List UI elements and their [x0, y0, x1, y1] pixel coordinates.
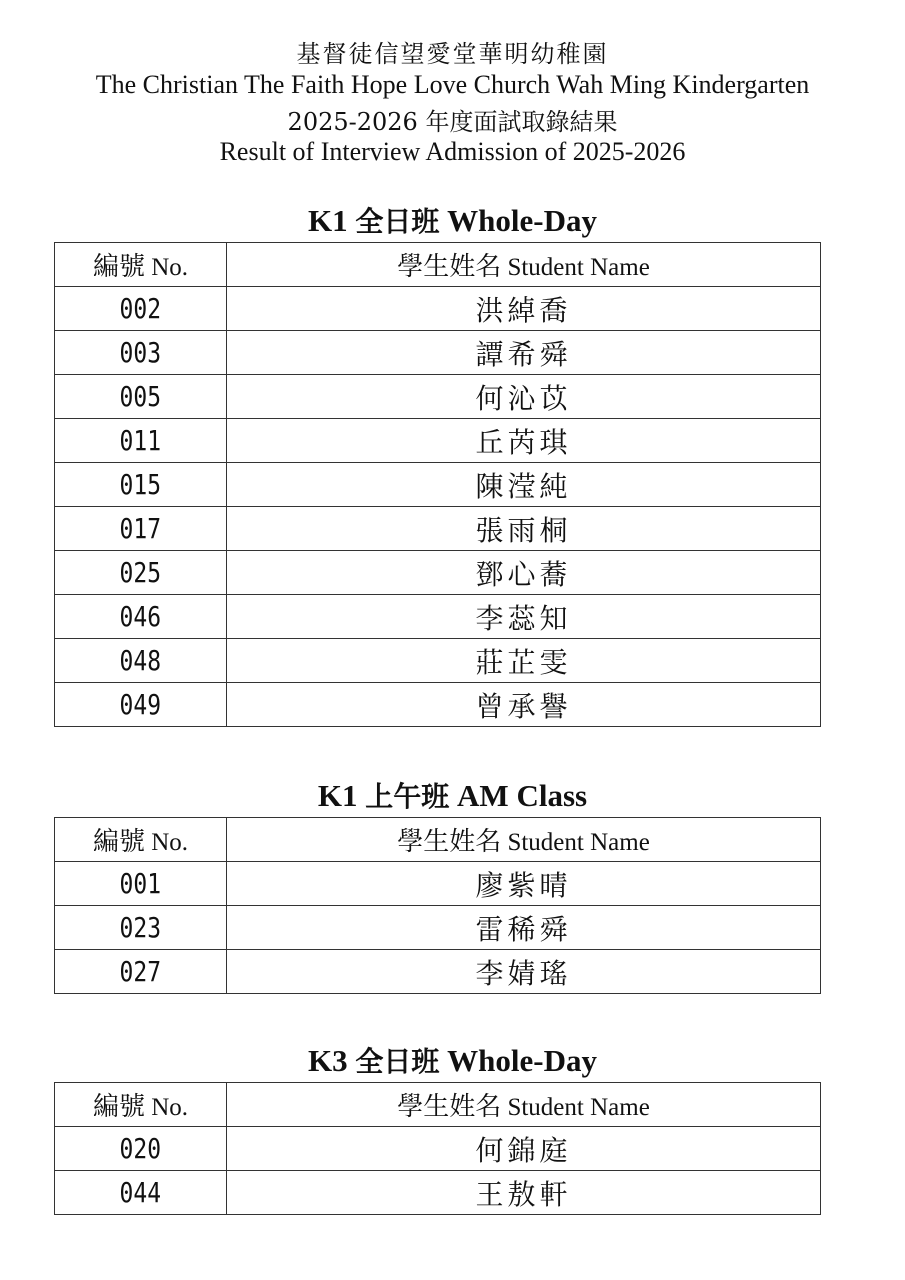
- section-title: [0, 200, 905, 240]
- column-header-no: [55, 1083, 227, 1127]
- table-row: [55, 331, 821, 375]
- student-name: 陳滢純: [475, 469, 572, 503]
- student-number: 017: [119, 512, 162, 545]
- table-row: [55, 595, 821, 639]
- table-row: [55, 463, 821, 507]
- table-row: [55, 1171, 821, 1215]
- student-number-cell: [55, 683, 227, 727]
- student-name-cell: [227, 595, 821, 639]
- section-title-code: K1: [308, 203, 348, 238]
- student-number-cell: [55, 551, 227, 595]
- student-number: 020: [119, 1132, 162, 1165]
- student-number-cell: [55, 950, 227, 994]
- section-title: [0, 1040, 905, 1080]
- table-row: [55, 906, 821, 950]
- table-header-row: [55, 243, 821, 287]
- student-name-cell: [227, 862, 821, 906]
- student-name: 雷稀舜: [475, 912, 572, 946]
- student-number-cell: [55, 639, 227, 683]
- student-number-cell: [55, 906, 227, 950]
- column-header-name-en: Student Name: [507, 1094, 650, 1121]
- student-number-cell: [55, 862, 227, 906]
- student-number: 027: [119, 955, 162, 988]
- student-name: 譚希舜: [475, 337, 572, 371]
- section-title-en: AM Class: [457, 778, 588, 813]
- table-header-row: [55, 1083, 821, 1127]
- section-title-code: K1: [317, 778, 358, 813]
- section-title-code: K3: [308, 1043, 348, 1078]
- student-name-cell: [227, 463, 821, 507]
- student-name: 曾承譽: [475, 689, 572, 723]
- student-number: 002: [119, 292, 162, 325]
- student-number-cell: [55, 595, 227, 639]
- table-row: [55, 287, 821, 331]
- table-row: [55, 639, 821, 683]
- student-number-cell: [55, 331, 227, 375]
- student-number: 023: [119, 911, 162, 944]
- result-title-zh: [0, 102, 905, 137]
- student-name-cell: [227, 507, 821, 551]
- student-name-cell: [227, 1127, 821, 1171]
- student-name-cell: [227, 551, 821, 595]
- student-number: 046: [119, 600, 162, 633]
- column-header-no-en: No.: [151, 829, 189, 856]
- column-header-no-en: No.: [151, 1094, 189, 1121]
- table-row: [55, 507, 821, 551]
- student-name-cell: [227, 906, 821, 950]
- student-number-cell: [55, 507, 227, 551]
- column-header-name-zh: 學生姓名: [397, 252, 502, 282]
- column-header-no-zh: 編號: [92, 827, 145, 857]
- student-name: 何錦庭: [475, 1133, 572, 1167]
- student-number: 044: [119, 1176, 162, 1209]
- student-name: 張雨桐: [475, 513, 572, 547]
- table-row: [55, 551, 821, 595]
- student-name-cell: [227, 287, 821, 331]
- section-title-zh: 全日班: [355, 205, 440, 238]
- student-name: 丘芮琪: [475, 425, 572, 459]
- section-title-zh: 上午班: [365, 780, 450, 813]
- student-name: 莊芷雯: [475, 645, 572, 679]
- student-number-cell: [55, 1171, 227, 1215]
- school-name-zh: 基督徒信望愛堂華明幼稚園: [296, 40, 609, 68]
- table-row: [55, 950, 821, 994]
- column-header-name: [227, 243, 821, 287]
- column-header-name-en: Student Name: [507, 829, 650, 856]
- student-name-cell: [227, 331, 821, 375]
- table-row: [55, 375, 821, 419]
- roster-table: [54, 817, 821, 994]
- column-header-name: [227, 1083, 821, 1127]
- student-name-cell: [227, 375, 821, 419]
- student-number: 011: [119, 424, 162, 457]
- student-number-cell: [55, 463, 227, 507]
- student-number-cell: [55, 1127, 227, 1171]
- table-row: [55, 1127, 821, 1171]
- column-header-no: [55, 818, 227, 862]
- student-name: 李蕊知: [475, 601, 572, 635]
- column-header-no-en: No.: [151, 254, 189, 281]
- section-title-en: Whole-Day: [447, 1043, 597, 1078]
- student-number: 015: [119, 468, 162, 501]
- student-number: 048: [119, 644, 162, 677]
- student-number: 049: [119, 688, 162, 721]
- column-header-no-zh: 編號: [92, 252, 145, 282]
- student-name: 鄧心蕎: [475, 557, 572, 591]
- student-number-cell: [55, 375, 227, 419]
- student-number: 005: [119, 380, 162, 413]
- section-title: [0, 775, 905, 815]
- student-number-cell: [55, 419, 227, 463]
- student-name: 何沁苡: [475, 381, 572, 415]
- student-number: 003: [119, 336, 162, 369]
- student-name: 王敖軒: [475, 1177, 572, 1211]
- table-row: [55, 862, 821, 906]
- student-number: 025: [119, 556, 162, 589]
- student-number: 001: [119, 867, 162, 900]
- section-title-en: Whole-Day: [447, 203, 597, 238]
- student-name-cell: [227, 639, 821, 683]
- student-name-cell: [227, 419, 821, 463]
- section-title-zh: 全日班: [355, 1045, 440, 1078]
- student-name: 洪綽喬: [475, 293, 572, 327]
- table-row: [55, 683, 821, 727]
- column-header-name: [227, 818, 821, 862]
- school-name-en: The Christian The Faith Hope Love Church Wah Ming Kindergarten: [95, 70, 810, 99]
- column-header-no-zh: 編號: [92, 1092, 145, 1122]
- student-name: 李婧瑤: [475, 956, 572, 990]
- student-number-cell: [55, 287, 227, 331]
- roster-table: [54, 1082, 821, 1215]
- column-header-name-zh: 學生姓名: [397, 827, 502, 857]
- roster-table: [54, 242, 821, 727]
- column-header-name-en: Student Name: [507, 254, 650, 281]
- result-title-zh-text: 2025-2026 年度面試取錄結果: [287, 108, 618, 136]
- student-name-cell: [227, 1171, 821, 1215]
- result-title-en: Result of Interview Admission of 2025-2026: [219, 137, 686, 166]
- table-header-row: [55, 818, 821, 862]
- student-name-cell: [227, 683, 821, 727]
- student-name-cell: [227, 950, 821, 994]
- column-header-no: [55, 243, 227, 287]
- column-header-name-zh: 學生姓名: [397, 1092, 502, 1122]
- table-row: [55, 419, 821, 463]
- student-name: 廖紫晴: [475, 868, 572, 902]
